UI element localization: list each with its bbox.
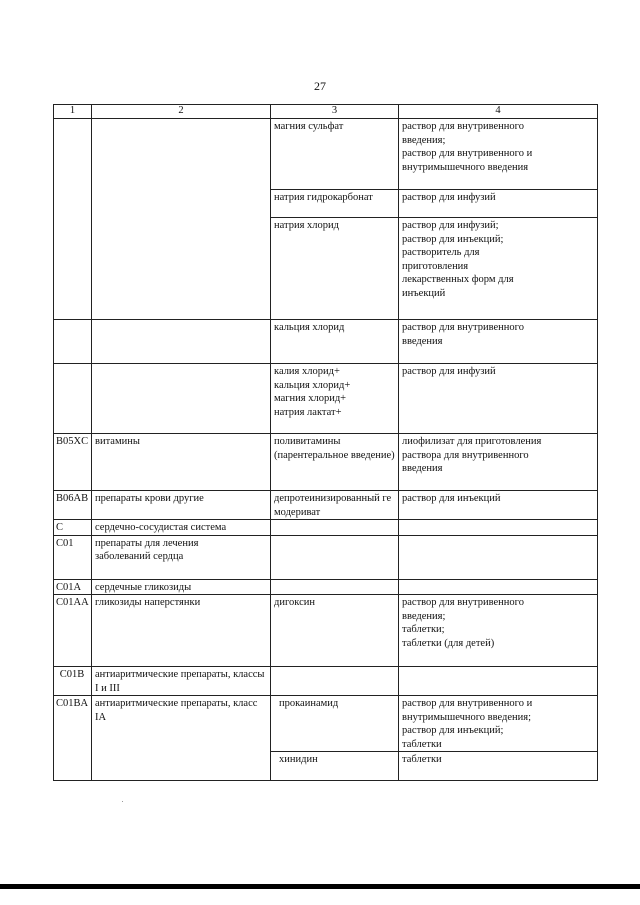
dosage-forms-cell: таблетки (399, 752, 598, 781)
dosage-forms-cell: раствор для инфузий (399, 190, 598, 218)
drug-name-cell (271, 535, 399, 579)
atc-code-cell: B06AB (54, 491, 92, 520)
dosage-forms-cell: раствор для внутривенного и внутримышечного введения; раствор для инъекций; таблетки (399, 696, 598, 752)
table-row (54, 320, 598, 364)
drug-table (53, 104, 598, 781)
group-cell: витамины (92, 434, 271, 491)
drug-name-cell: хинидин (271, 752, 399, 781)
table-row (54, 535, 598, 579)
drug-name-cell: депротеинизированный гемодериват (271, 491, 399, 520)
table-row (54, 696, 598, 752)
atc-code-cell: C01AA (54, 595, 92, 667)
drug-name-cell: магния сульфат (271, 119, 399, 190)
drug-name-cell: прокаинамид (271, 696, 399, 752)
dosage-forms-cell: раствор для внутривенного введения; таблетки; таблетки (для детей) (399, 595, 598, 667)
atc-code-cell: C01BA (54, 696, 92, 781)
drug-name-cell (271, 520, 399, 536)
drug-name-cell: калия хлорид+ кальция хлорид+ магния хлорид+ натрия лактат+ (271, 364, 399, 434)
column-header: 4 (399, 105, 598, 119)
atc-code-cell: B05XC (54, 434, 92, 491)
dosage-forms-cell: раствор для внутривенного введения (399, 320, 598, 364)
atc-code-cell: C01 (54, 535, 92, 579)
drug-name-cell (271, 579, 399, 595)
table-row (54, 595, 598, 667)
group-cell (92, 364, 271, 434)
dosage-forms-cell (399, 520, 598, 536)
atc-code-cell (54, 364, 92, 434)
dosage-forms-cell (399, 579, 598, 595)
group-cell: препараты крови другие (92, 491, 271, 520)
group-cell (92, 320, 271, 364)
group-cell: препараты для лечения заболеваний сердца (92, 535, 271, 579)
table-header-row (54, 105, 598, 119)
dosage-forms-cell: раствор для инъекций (399, 491, 598, 520)
column-header: 1 (54, 105, 92, 119)
table-row (54, 434, 598, 491)
dosage-forms-cell: раствор для внутривенного введения; раствор для внутривенного и внутримышечного введения (399, 119, 598, 190)
atc-code-cell (54, 320, 92, 364)
group-cell: антиаритмические препараты, класс IA (92, 696, 271, 781)
atc-code-cell: C01B (54, 667, 92, 696)
group-cell: антиаритмические препараты, классы I и III (92, 667, 271, 696)
dosage-forms-cell: раствор для инфузий; раствор для инъекций; растворитель для приготовления лекарственных форм для инъекций (399, 218, 598, 320)
column-header: 2 (92, 105, 271, 119)
drug-name-cell: натрия гидрокарбонат (271, 190, 399, 218)
dosage-forms-cell: лиофилизат для приготовления раствора для внутривенного введения (399, 434, 598, 491)
dosage-forms-cell: раствор для инфузий (399, 364, 598, 434)
dosage-forms-cell (399, 535, 598, 579)
bottom-rule (0, 884, 640, 889)
table-row (54, 491, 598, 520)
group-cell: гликозиды наперстянки (92, 595, 271, 667)
dosage-forms-cell (399, 667, 598, 696)
atc-code-cell (54, 119, 92, 320)
drug-name-cell: поливитамины (парентеральное введение) (271, 434, 399, 491)
group-cell: сердечные гликозиды (92, 579, 271, 595)
drug-name-cell: натрия хлорид (271, 218, 399, 320)
drug-name-cell: дигоксин (271, 595, 399, 667)
atc-code-cell: C01A (54, 579, 92, 595)
scan-speck (122, 801, 123, 802)
table-row (54, 579, 598, 595)
drug-name-cell: кальция хлорид (271, 320, 399, 364)
atc-code-cell: C (54, 520, 92, 536)
table-row (54, 119, 598, 190)
group-cell: сердечно-сосудистая система (92, 520, 271, 536)
drug-name-cell (271, 667, 399, 696)
group-cell (92, 119, 271, 320)
table-row (54, 667, 598, 696)
page-number: 27 (314, 79, 326, 93)
column-header: 3 (271, 105, 399, 119)
table-row (54, 520, 598, 536)
table-row (54, 364, 598, 434)
